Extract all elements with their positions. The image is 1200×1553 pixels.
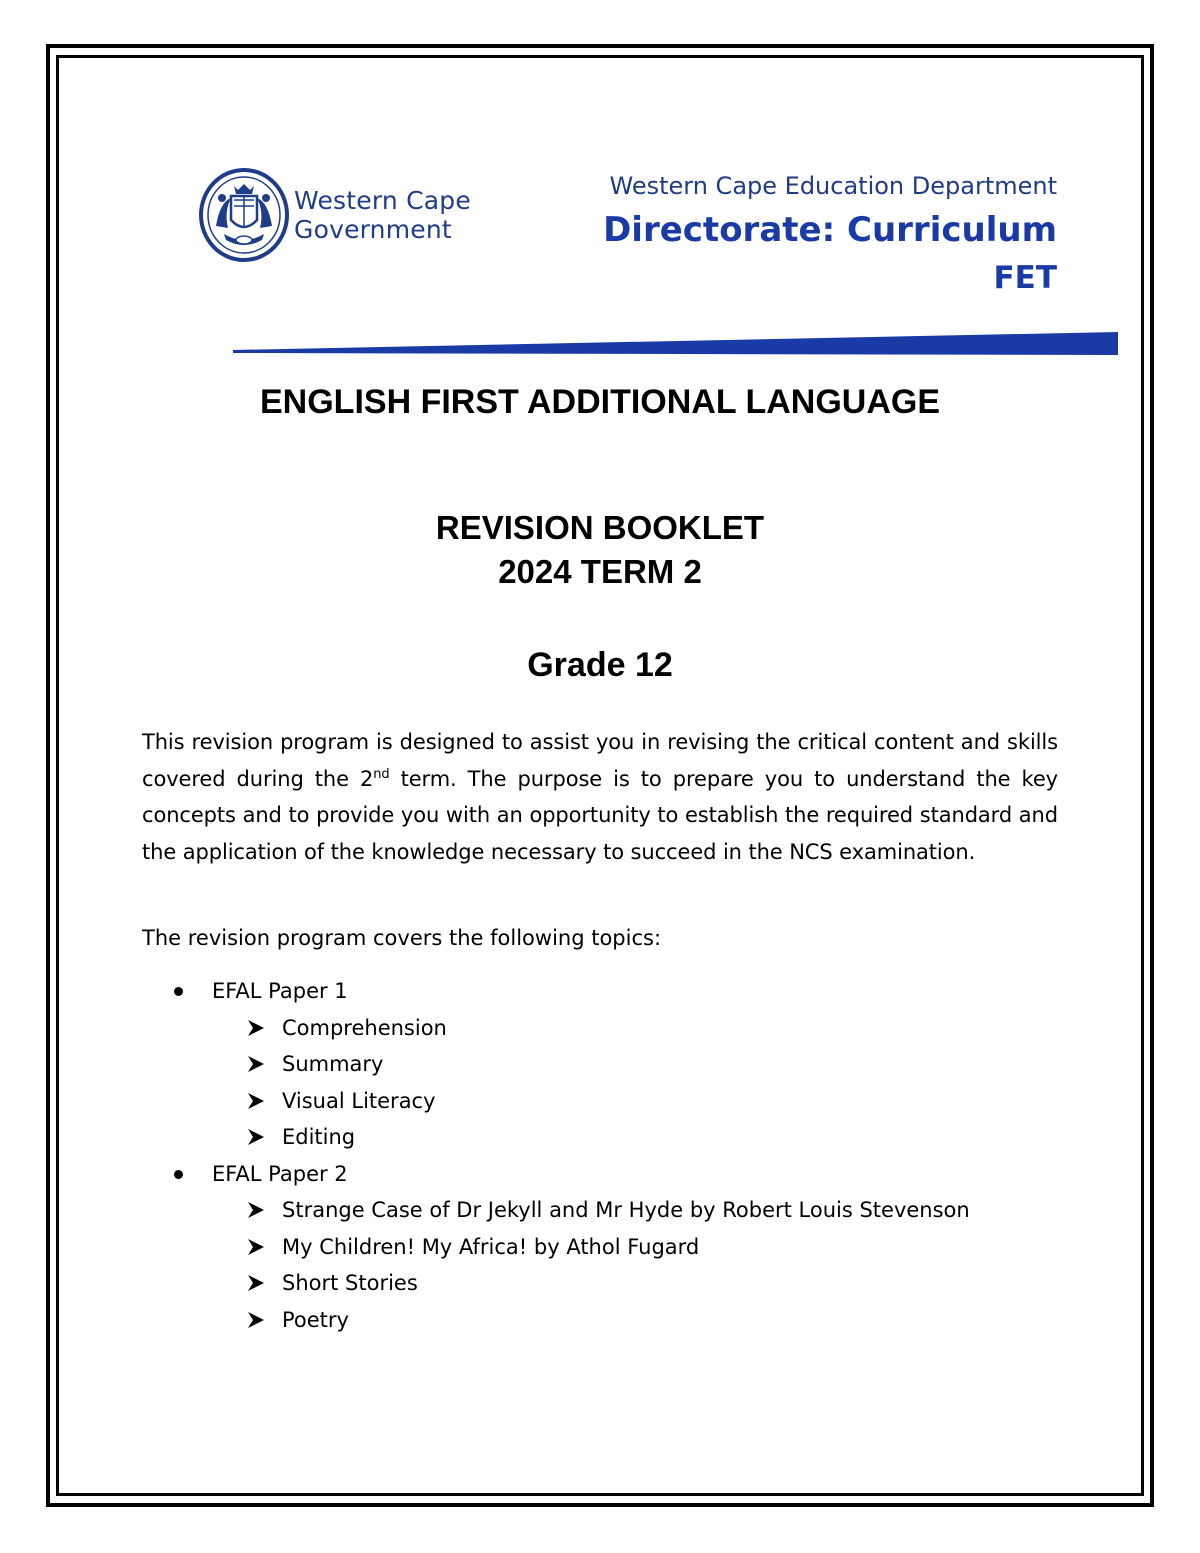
booklet-title: REVISION BOOKLET — [435, 509, 765, 546]
list-item-label: Poetry — [282, 1307, 349, 1332]
topic-label: EFAL Paper 1 — [212, 979, 348, 1003]
list-item — [170, 1083, 970, 1120]
intro-text-part1: This revision program is designed to assist you in revising the critical content and skills covered during the 2 — [142, 730, 1058, 791]
bullet-icon — [174, 987, 183, 996]
list-item-label: My Children! My Africa! by Athol Fugard — [282, 1234, 700, 1259]
topic-paper-2 — [170, 1156, 970, 1193]
topics-intro: The revision program covers the following topics: — [142, 926, 662, 950]
department-header — [603, 170, 1057, 302]
arrow-bullet-icon — [247, 1274, 265, 1292]
grade-title: Grade 12 — [527, 646, 673, 684]
intro-superscript: nd — [373, 766, 390, 782]
bullet-icon — [174, 1170, 183, 1179]
department-name: Western Cape Education Department — [609, 172, 1057, 200]
list-item — [170, 1046, 970, 1083]
topic-paper-1 — [170, 973, 970, 1010]
topics-list — [170, 973, 970, 1338]
logo-line-1: Western Cape — [294, 186, 471, 215]
list-item-label: Comprehension — [282, 1015, 447, 1040]
list-item — [170, 1229, 970, 1266]
booklet-title-block — [0, 506, 1200, 594]
list-item-label: Short Stories — [282, 1271, 418, 1295]
coat-of-arms-icon — [198, 168, 290, 262]
subject-title: ENGLISH FIRST ADDITIONAL LANGUAGE — [260, 383, 940, 421]
logo-wordmark — [294, 186, 471, 244]
list-item-label: Strange Case of Dr Jekyll and Mr Hyde by Robert Louis Stevenson — [282, 1198, 970, 1222]
list-item — [170, 1302, 970, 1339]
arrow-bullet-icon — [247, 1019, 265, 1037]
arrow-bullet-icon — [247, 1201, 265, 1219]
intro-text-part2: term. The purpose is to prepare you to understand the key concepts and to provide you with an opportunity to establish the required standard and the application of the knowledge necessary to succeed in the NCS examination. — [142, 766, 1059, 864]
government-logo — [198, 168, 508, 262]
list-item — [170, 1265, 970, 1302]
topic-label: EFAL Paper 2 — [212, 1161, 348, 1186]
arrow-bullet-icon — [247, 1092, 265, 1110]
arrow-bullet-icon — [247, 1238, 265, 1256]
list-item — [170, 1010, 970, 1047]
arrow-bullet-icon — [247, 1311, 265, 1329]
list-item-label: Visual Literacy — [282, 1088, 436, 1113]
list-item — [170, 1119, 970, 1156]
term-title: 2024 TERM 2 — [498, 553, 702, 590]
logo-line-2: Government — [294, 215, 452, 244]
arrow-bullet-icon — [247, 1128, 265, 1146]
list-item — [170, 1192, 970, 1229]
unit-name: FET — [993, 260, 1057, 296]
directorate-name: Directorate: Curriculum — [603, 210, 1057, 250]
intro-paragraph — [142, 724, 1058, 870]
arrow-bullet-icon — [247, 1055, 265, 1073]
header-divider-bar — [233, 332, 1118, 355]
list-item-label: Editing — [282, 1125, 356, 1149]
list-item-label: Summary — [282, 1052, 384, 1076]
